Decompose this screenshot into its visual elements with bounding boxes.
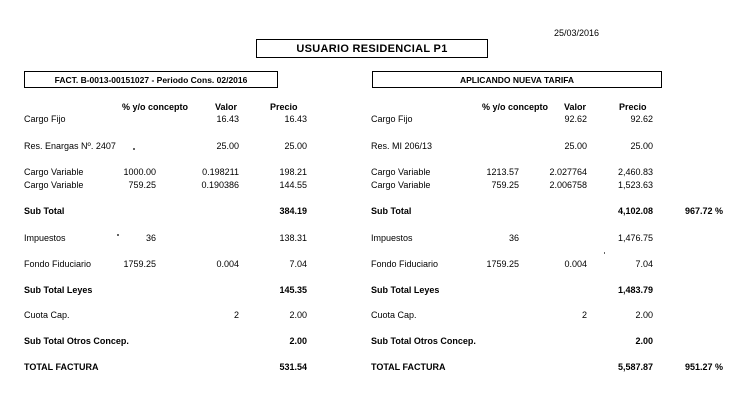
row-label: Sub Total	[371, 206, 412, 216]
row-label: Sub Total Leyes	[24, 285, 93, 295]
row-valor: 25.00	[216, 141, 239, 151]
row-precio: 7.04	[289, 259, 307, 269]
scan-speck	[604, 252, 605, 254]
row-label: Sub Total Otros Concep.	[371, 336, 476, 346]
row-label: Sub Total	[24, 206, 65, 216]
row-precio: 2,460.83	[617, 167, 653, 177]
row-label: Res. Enargas Nº. 2407	[24, 141, 116, 151]
row-label: Sub Total Leyes	[371, 285, 440, 295]
right-col-header-precio: Precio	[619, 102, 647, 112]
row-valor: 0.198211	[202, 167, 239, 177]
row-label: Cargo Variable	[24, 180, 84, 190]
row-valor: 0.004	[564, 259, 587, 269]
row-valor: 16.43	[216, 114, 239, 124]
row-label: Cuota Cap.	[371, 310, 417, 320]
row-percent-increase: 951.27 %	[684, 362, 723, 372]
row-valor: 2	[233, 310, 239, 320]
row-pct-value: 1000.00	[123, 167, 156, 177]
row-precio: 2.00	[635, 310, 653, 320]
row-precio: 7.04	[635, 259, 653, 269]
row-label: Cargo Variable	[371, 167, 431, 177]
row-label: TOTAL FACTURA	[371, 362, 446, 372]
row-precio: 1,476.75	[617, 233, 653, 243]
row-pct-value: 1759.25	[486, 259, 519, 269]
left-col-header-valor: Valor	[215, 102, 238, 112]
row-label: Impuestos	[371, 233, 413, 243]
left-col-header-precio: Precio	[270, 102, 298, 112]
row-precio: 384.19	[279, 206, 307, 216]
row-valor: 92.62	[564, 114, 587, 124]
row-valor: 2	[581, 310, 587, 320]
row-valor: 2.027764	[549, 167, 587, 177]
row-precio: 531.54	[279, 362, 307, 372]
row-percent-increase: 967.72 %	[684, 206, 723, 216]
row-label: Res. MI 206/13	[371, 141, 433, 151]
row-precio: 92.62	[630, 114, 653, 124]
scan-speck	[117, 234, 119, 236]
left-col-header-pct: % y/o concepto	[122, 102, 189, 112]
row-precio: 1,523.63	[617, 180, 653, 190]
row-valor: 0.190386	[201, 180, 239, 190]
row-precio: 138.31	[279, 233, 307, 243]
row-precio: 2.00	[289, 336, 307, 346]
row-precio: 16.43	[284, 114, 307, 124]
right-section-header: APLICANDO NUEVA TARIFA	[372, 71, 662, 88]
row-label: Cargo Variable	[371, 180, 431, 190]
row-pct-value: 1213.57	[486, 167, 519, 177]
row-label: Cuota Cap.	[24, 310, 70, 320]
right-col-header-valor: Valor	[564, 102, 587, 112]
row-pct-value: 1759.25	[123, 259, 156, 269]
row-pct-value: 759.25	[491, 180, 519, 190]
left-section-header: FACT. B-0013-00151027 - Periodo Cons. 02/2016	[24, 71, 278, 88]
document-title: USUARIO RESIDENCIAL P1	[256, 39, 488, 58]
document-date: 25/03/2016	[554, 28, 600, 38]
row-label: Cargo Variable	[24, 167, 84, 177]
row-label: Cargo Fijo	[24, 114, 66, 124]
row-label: Sub Total Otros Concep.	[24, 336, 129, 346]
row-label: Fondo Fiduciario	[24, 259, 92, 269]
row-precio: 5,587.87	[617, 362, 653, 372]
row-precio: 145.35	[279, 285, 307, 295]
row-precio: 1,483.79	[617, 285, 653, 295]
row-pct-value: 36	[508, 233, 519, 243]
row-precio: 4,102.08	[617, 206, 653, 216]
row-pct-value: 759.25	[128, 180, 156, 190]
row-label: Fondo Fiduciario	[371, 259, 439, 269]
row-valor: 0.004	[216, 259, 239, 269]
row-pct-value: 36	[145, 233, 156, 243]
row-precio: 2.00	[635, 336, 653, 346]
row-valor: 25.00	[564, 141, 587, 151]
row-valor: 2.006758	[549, 180, 587, 190]
right-col-header-pct: % y/o concepto	[482, 102, 549, 112]
row-precio: 25.00	[630, 141, 653, 151]
row-precio: 198.21	[279, 167, 307, 177]
row-precio: 144.55	[279, 180, 307, 190]
row-label: TOTAL FACTURA	[24, 362, 99, 372]
row-label: Impuestos	[24, 233, 66, 243]
row-precio: 25.00	[284, 141, 307, 151]
row-label: Cargo Fijo	[371, 114, 413, 124]
scan-speck	[133, 148, 135, 150]
row-precio: 2.00	[289, 310, 307, 320]
